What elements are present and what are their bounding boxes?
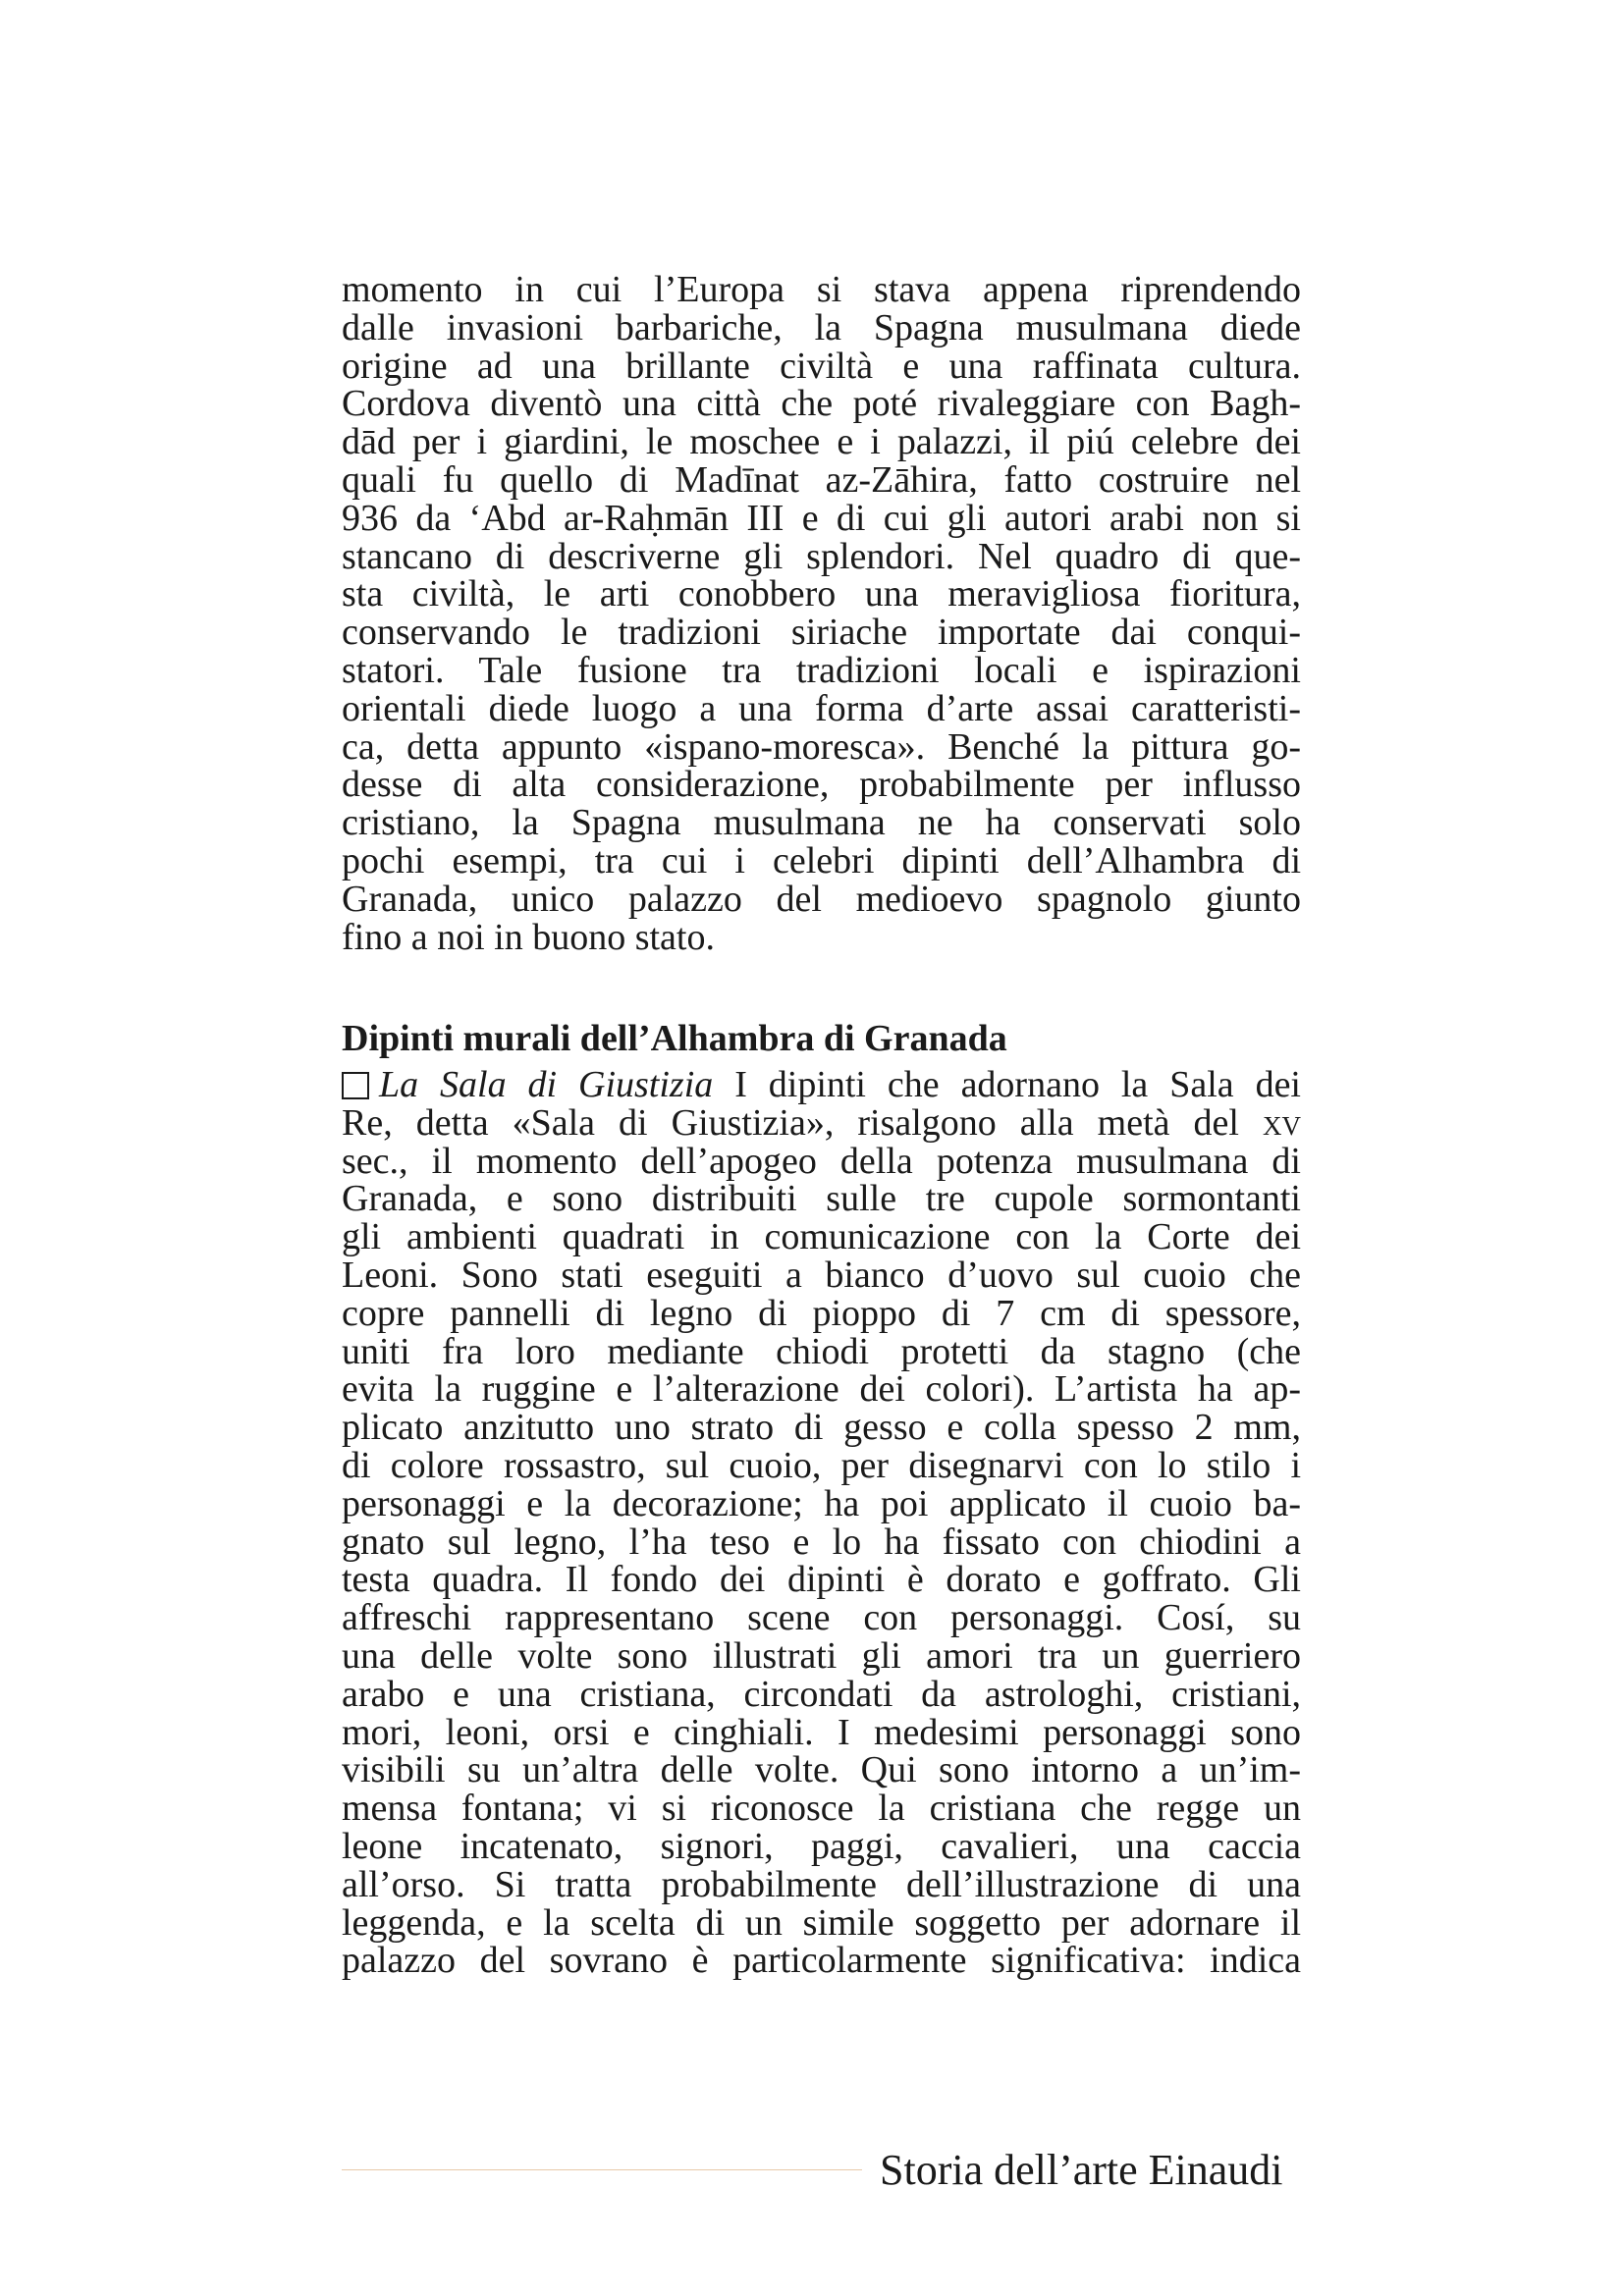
section-body: [342, 1066, 1301, 1980]
roman-numeral: xv: [1263, 1101, 1301, 1144]
text-line: gli ambienti quadrati in comunicazione con la Corte dei: [342, 1216, 1301, 1258]
text-line: visibili su un’altra delle volte. Qui sono intorno a un’im-: [342, 1749, 1301, 1791]
text-line: momento in cui l’Europa si stava appena riprendendo: [342, 269, 1301, 310]
section-heading: Dipinti murali dell’Alhambra di Granada: [342, 1018, 1007, 1059]
text-line: Granada, e sono distribuiti sulle tre cupole sormontanti: [342, 1178, 1301, 1220]
text-line: all’orso. Si tratta probabilmente dell’illustrazione di una: [342, 1863, 1301, 1905]
subsection-title: La Sala di Giustizia: [379, 1064, 714, 1105]
text-line: testa quadra. Il fondo dei dipinti è dorato e goffrato. Gli: [342, 1559, 1301, 1601]
text-line: sec., il momento dell’apogeo della potenza musulmana di: [342, 1140, 1301, 1182]
text-line: cristiano, la Spagna musulmana ne ha conservati solo: [342, 802, 1301, 844]
text-line: personaggi e la decorazione; ha poi applicato il cuoio ba-: [342, 1482, 1301, 1524]
text-line: plicato anzitutto uno strato di gesso e colla spesso 2 mm,: [342, 1407, 1301, 1449]
text-line: dād per i giardini, le moschee e i palazzi, il piú celebre dei: [342, 421, 1301, 463]
text-line: arabo e una cristiana, circondati da astrologhi, cristiani,: [342, 1673, 1301, 1715]
text-line-first: [342, 1066, 1301, 1104]
text-line: dalle invasioni barbariche, la Spagna musulmana diede: [342, 306, 1301, 348]
text-line: palazzo del sovrano è particolarmente significativa: indica: [342, 1940, 1301, 1982]
text-line: copre pannelli di legno di pioppo di 7 cm di spessore,: [342, 1292, 1301, 1334]
text-line: leggenda, e la scelta di un simile soggetto per adornare il: [342, 1901, 1301, 1944]
text-line: [342, 1101, 1301, 1144]
text-line: pochi esempi, tra cui i celebri dipinti dell’Alhambra di: [342, 839, 1301, 881]
text-line: leone incatenato, signori, paggi, cavalieri, una caccia: [342, 1825, 1301, 1867]
body-paragraph: [342, 271, 1301, 956]
text-line: desse di alta considerazione, probabilmente per influsso: [342, 764, 1301, 806]
text-line: 936 da ‘Abd ar-Raḥmān III e di cui gli autori arabi non si: [342, 497, 1301, 539]
text-line: gnato sul legno, l’ha teso e lo ha fissato con chiodini a: [342, 1521, 1301, 1563]
footer-rule: [342, 2169, 862, 2170]
text-line: Leoni. Sono stati eseguiti a bianco d’uovo sul cuoio che: [342, 1254, 1301, 1296]
text-line: sta civiltà, le arti conobbero una meravigliosa fioritura,: [342, 573, 1301, 615]
square-bullet-icon: [342, 1072, 369, 1099]
text-line: Granada, unico palazzo del medioevo spagnolo giunto: [342, 878, 1301, 920]
text-line: uniti fra loro mediante chiodi protetti da stagno (che: [342, 1330, 1301, 1372]
text-line: quali fu quello di Madīnat az-Zāhira, fatto costruire nel: [342, 458, 1301, 501]
text-line: stancano di descriverne gli splendori. Nel quadro di que-: [342, 535, 1301, 577]
text-line: origine ad una brillante civiltà e una raffinata cultura.: [342, 345, 1301, 387]
text-line: Cordova diventò una città che poté rivaleggiare con Bagh-: [342, 383, 1301, 425]
text-line: una delle volte sono illustrati gli amori tra un guerriero: [342, 1634, 1301, 1677]
text-line: mori, leoni, orsi e cinghiali. I medesimi personaggi sono: [342, 1711, 1301, 1753]
text-line: orientali diede luogo a una forma d’arte assai caratteristi-: [342, 687, 1301, 729]
text-line: conservando le tradizioni siriache importate dai conqui-: [342, 612, 1301, 654]
text-line: fino a noi in buono stato.: [342, 916, 715, 958]
text-fragment: Re, detta «Sala di Giustizia», risalgono alla metà del: [342, 1101, 1263, 1144]
text-line: mensa fontana; vi si riconosce la cristiana che regge un: [342, 1788, 1301, 1830]
text-fragment: I dipinti che adornano la Sala dei: [713, 1064, 1301, 1105]
text-line: evita la ruggine e l’alterazione dei colori). L’artista ha ap-: [342, 1368, 1301, 1411]
text-line: affreschi rappresentano scene con personaggi. Cosí, su: [342, 1597, 1301, 1639]
footer-title: Storia dell’arte Einaudi: [880, 2146, 1283, 2194]
text-line: ca, detta appunto «ispano-moresca». Benché la pittura go-: [342, 725, 1301, 768]
text-line: statori. Tale fusione tra tradizioni locali e ispirazioni: [342, 649, 1301, 691]
text-line: di colore rossastro, sul cuoio, per disegnarvi con lo stilo i: [342, 1444, 1301, 1486]
